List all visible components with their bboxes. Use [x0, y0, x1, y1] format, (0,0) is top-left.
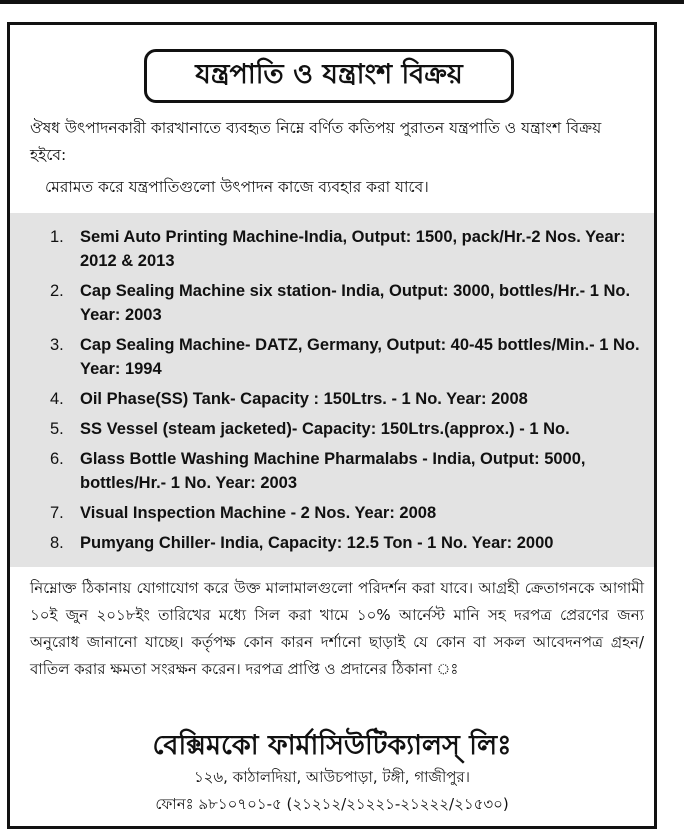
item-number: 1.: [50, 228, 64, 246]
item-text: Oil Phase(SS) Tank- Capacity : 150Ltrs. - 1 No. Year: 2008: [80, 390, 528, 408]
company-address: ১২৬, কাঠালদিয়া, আউচপাড়া, টঙ্গী, গাজীপুর।: [193, 768, 471, 786]
company-phone: ফোনঃ ৯৮১০৭০১-৫ (২১২১২/২১২২১-২১২২২/২১৫৩০): [155, 795, 509, 813]
list-item: [50, 279, 650, 327]
item-number: 6.: [50, 450, 64, 468]
item-text: SS Vessel (steam jacketed)- Capacity: 150Ltrs.(approx.) - 1 No.: [80, 420, 570, 438]
item-text: Pumyang Chiller- India, Capacity: 12.5 Ton - 1 No. Year: 2000: [80, 534, 554, 552]
item-text: Cap Sealing Machine six station- India, Output: 3000, bottles/Hr.- 1 No. Year: 2003: [80, 282, 631, 324]
item-text: Glass Bottle Washing Machine Pharmalabs - India, Output: 5000, bottles/Hr.- 1 No. Year: 2003: [80, 450, 586, 492]
note-line: মেরামত করে যন্ত্রপাতিগুলো উৎপাদন কাজে ব্যবহার করা যাবে।: [45, 178, 429, 196]
item-text: Semi Auto Printing Machine-India, Output: 1500, pack/Hr.-2 Nos. Year: 2012 & 2013: [80, 228, 626, 270]
item-number: 3.: [50, 336, 64, 354]
advertisement-frame: [7, 22, 657, 829]
item-number: 4.: [50, 390, 64, 408]
list-item: [50, 225, 650, 273]
list-item: [50, 333, 650, 381]
item-number: 2.: [50, 282, 64, 300]
machine-list-panel: [10, 213, 654, 567]
list-item: [50, 387, 650, 411]
list-item: [50, 531, 650, 555]
item-number: 7.: [50, 504, 64, 522]
machine-list: [50, 225, 650, 561]
list-item: [50, 417, 650, 441]
intro-paragraph: ঔষধ উৎপাদনকারী কারখানাতে ব্যবহৃত নিম্নে বর্ণিত কতিপয় পুরাতন যন্ত্রপাতি ও যন্ত্রাংশ বিক্রয় হইবে:: [30, 119, 602, 164]
list-item: [50, 447, 650, 495]
top-rule: [0, 0, 684, 4]
list-item: [50, 501, 650, 525]
page-title: যন্ত্রপাতি ও যন্ত্রাংশ বিক্রয়: [195, 58, 463, 90]
company-name: বেক্সিমকো ফার্মাসিউটিক্যালস্ লিঃ: [152, 730, 512, 761]
item-text: Cap Sealing Machine- DATZ, Germany, Output: 40-45 bottles/Min.- 1 No. Year: 1994: [80, 336, 640, 378]
item-number: 5.: [50, 420, 64, 438]
item-number: 8.: [50, 534, 64, 552]
title-box: [144, 49, 514, 103]
item-text: Visual Inspection Machine - 2 Nos. Year: 2008: [80, 504, 437, 522]
instructions-paragraph: নিম্নোক্ত ঠিকানায় যোগাযোগ করে উক্ত মালামালগুলো পরিদর্শন করা যাবে। আগ্রহী ক্রেতাগনকে আগামী ১০ই জুন ২০১৮ইং তারিখের মধ্যে সিল করা খামে ১০% আর্নেস্ট মানি সহ দরপত্র প্রেরণের জন্য অনুরোধ জানানো যাচ্ছে। কর্তৃপক্ষ কোন কারন দর্শানো ছাড়াই যে কোন বা সকল আবেদনপত্র গ্রহন/বাতিল করার ক্ষমতা সংরক্ষন করেন। দরপত্র প্রাপ্তি ও প্রদানের ঠিকানা ঃ: [30, 579, 644, 678]
